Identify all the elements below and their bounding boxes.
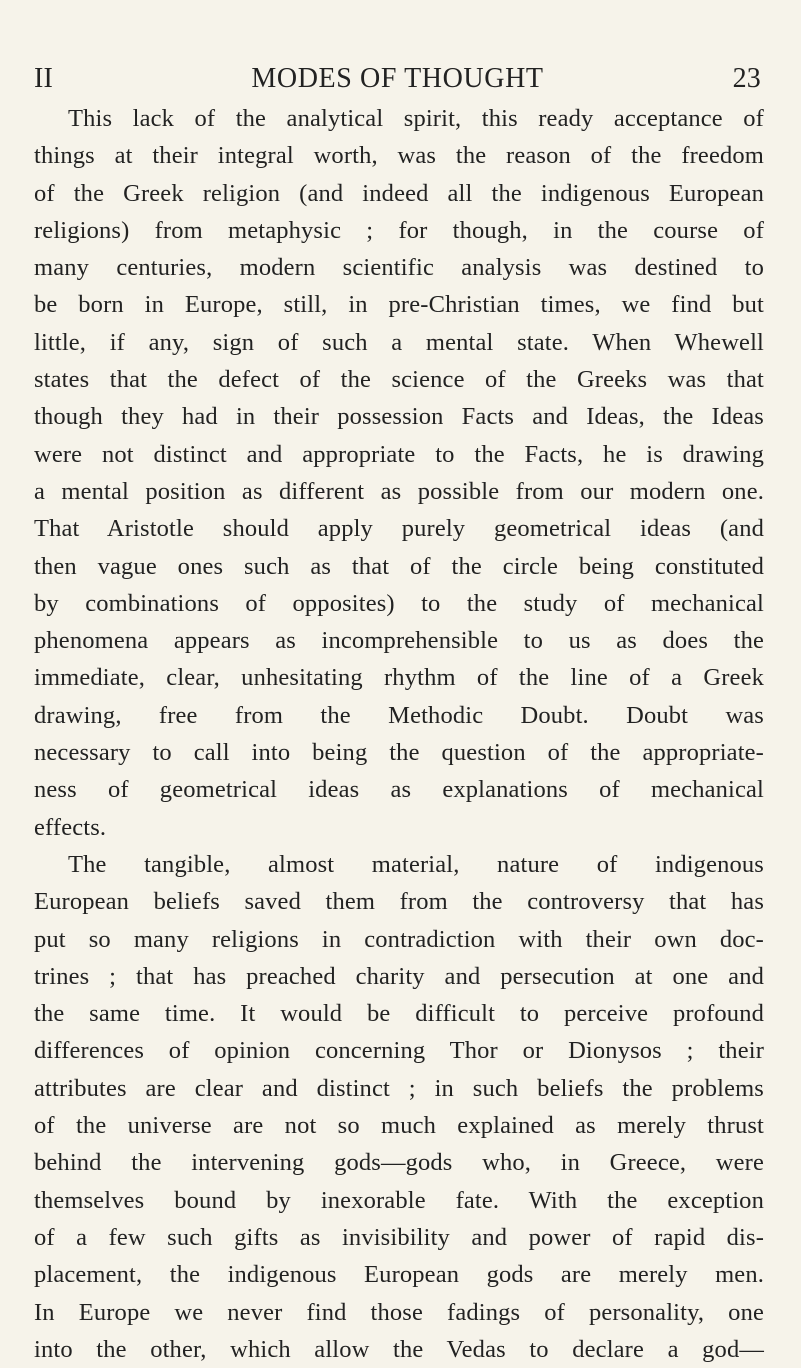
text-line: put so many religions in contradiction with their own doc- <box>34 925 764 953</box>
text-line: the same time. It would be difficult to perceive profound <box>34 1000 764 1028</box>
chapter-numeral: II <box>34 63 54 94</box>
text-line: This lack of the analytical spirit, this ready acceptance of <box>68 105 764 132</box>
text-line: themselves bound by inexorable fate. With the exception <box>34 1186 764 1214</box>
text-line: a mental position as different as possible from our modern one. <box>34 477 764 505</box>
text-line: were not distinct and appropriate to the Facts, he is drawing <box>34 440 764 468</box>
text-line: effects. <box>34 813 107 841</box>
text-line: That Aristotle should apply purely geometrical ideas (and <box>34 515 764 543</box>
paragraph <box>34 100 764 846</box>
text-line: of a few such gifts as invisibility and power of rapid dis- <box>34 1223 764 1251</box>
text-line: ness of geometrical ideas as explanations of mechanical <box>34 776 764 804</box>
text-line: things at their integral worth, was the reason of the freedom <box>34 142 764 170</box>
text-line: be born in Europe, still, in pre-Christian times, we find but <box>34 291 764 319</box>
text-line: phenomena appears as incomprehensible to us as does the <box>34 627 764 655</box>
paragraph <box>34 846 764 1368</box>
running-title: MODES OF THOUGHT <box>251 63 544 94</box>
text-line: of the Greek religion (and indeed all the indigenous European <box>34 179 764 207</box>
text-line: placement, the indigenous European gods are merely men. <box>34 1261 764 1289</box>
text-line: European beliefs saved them from the controversy that has <box>34 888 764 916</box>
page-number: 23 <box>732 63 761 94</box>
text-line: attributes are clear and distinct ; in such beliefs the problems <box>34 1074 764 1102</box>
body-text <box>34 100 764 1368</box>
text-line: states that the defect of the science of the Greeks was that <box>34 366 764 394</box>
running-header <box>34 62 761 96</box>
text-line: drawing, free from the Methodic Doubt. Doubt was <box>34 701 764 729</box>
text-line: of the universe are not so much explained as merely thrust <box>34 1112 764 1140</box>
text-line: then vague ones such as that of the circle being constituted <box>34 552 764 580</box>
text-line: necessary to call into being the question of the appropriate- <box>34 739 764 767</box>
text-line: by combinations of opposites) to the study of mechanical <box>34 589 764 617</box>
text-line: In Europe we never find those fadings of personality, one <box>34 1298 764 1326</box>
text-line: religions) from metaphysic ; for though, in the course of <box>34 216 764 244</box>
text-line: little, if any, sign of such a mental state. When Whewell <box>34 328 764 356</box>
text-line: many centuries, modern scientific analysis was destined to <box>34 254 764 282</box>
text-line: though they had in their possession Facts and Ideas, the Ideas <box>34 403 764 431</box>
text-line: trines ; that has preached charity and persecution at one and <box>34 962 764 990</box>
text-line: behind the intervening gods—gods who, in Greece, were <box>34 1149 764 1177</box>
text-line: The tangible, almost material, nature of indigenous <box>68 850 764 878</box>
text-line: differences of opinion concerning Thor or Dionysos ; their <box>34 1037 764 1065</box>
text-line: immediate, clear, unhesitating rhythm of the line of a Greek <box>34 664 764 692</box>
text-line: into the other, which allow the Vedas to declare a god— <box>34 1335 764 1363</box>
